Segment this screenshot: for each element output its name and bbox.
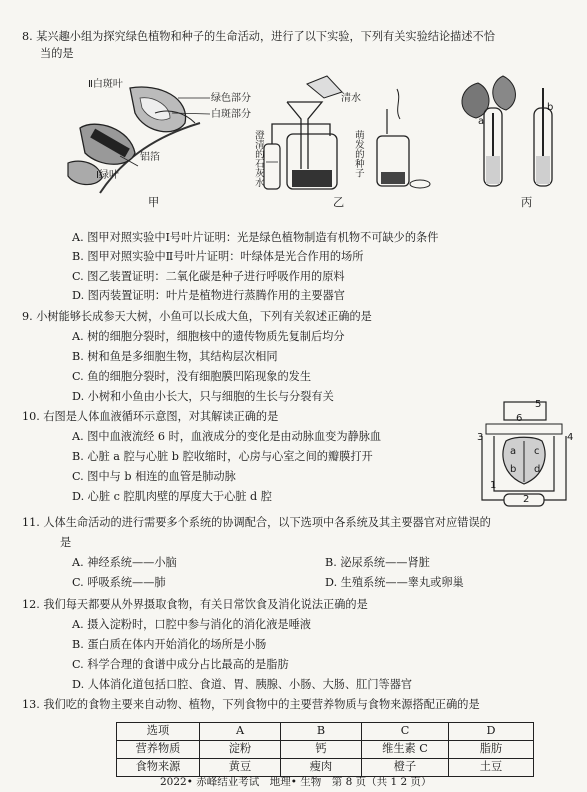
q10-option-a: A. 图中血液流经 6 时，血液成分的变化是由动脉血变为静脉血 bbox=[72, 430, 382, 443]
q11-stem-line1: 11. 人体生命活动的进行需要多个系统的协调配合，以下选项中各系统及其主要器官对应错误的 bbox=[22, 516, 491, 529]
fig-yi-caption: 乙 bbox=[333, 196, 345, 209]
fig-circ-d: d bbox=[534, 464, 541, 475]
table-cell: 食物来源 bbox=[117, 759, 200, 777]
table-cell: 淀粉 bbox=[200, 741, 281, 759]
table-row bbox=[117, 741, 534, 759]
page-footer: 2022• 赤峰结业考试 地理• 生物 第 8 页（共 1 2 页） bbox=[160, 776, 432, 788]
fig-circ-5: 5 bbox=[535, 399, 542, 410]
q10-option-c: C. 图中与 b 相连的血管是肺动脉 bbox=[72, 470, 236, 483]
q13-nutrition-table bbox=[116, 722, 534, 777]
fig-bing-caption: 丙 bbox=[521, 196, 533, 209]
fig-jia-label-foil: 铝箔 bbox=[140, 152, 160, 163]
q8-option-d: D. 图丙装置证明：叶片是植物进行蒸腾作用的主要器官 bbox=[72, 289, 345, 302]
fig-circ-b: b bbox=[510, 464, 517, 475]
fig-circ-2: 2 bbox=[523, 494, 530, 505]
fig-jia-caption: 甲 bbox=[148, 196, 160, 209]
q9-stem: 9. 小树能够长成参天大树，小鱼可以长成大鱼，下列有关叙述正确的是 bbox=[22, 310, 372, 323]
fig-jia-label-white: 白斑部分 bbox=[211, 109, 251, 120]
q9-option-b: B. 树和鱼是多细胞生物，其结构层次相同 bbox=[72, 350, 278, 363]
q8-stem-line2: 当的是 bbox=[40, 47, 74, 60]
fig-jia-label-i: Ⅰ绿叶 bbox=[96, 170, 119, 181]
fig-jia-label-ii: Ⅱ白斑叶 bbox=[88, 79, 123, 90]
table-cell: 钙 bbox=[281, 741, 362, 759]
fig-circ-c: c bbox=[534, 446, 540, 457]
q12-option-a: A. 摄入淀粉时，口腔中参与消化的消化液是唾液 bbox=[72, 618, 311, 631]
table-cell: 维生素 C bbox=[362, 741, 449, 759]
fig-yi-label-water: 清水 bbox=[341, 93, 361, 104]
table-cell: B bbox=[281, 723, 362, 741]
table-cell: 土豆 bbox=[449, 759, 534, 777]
table-cell: 脂肪 bbox=[449, 741, 534, 759]
table-cell: 黄豆 bbox=[200, 759, 281, 777]
fig-bing-label-b: b bbox=[547, 102, 554, 113]
q12-stem: 12. 我们每天都要从外界摄取食物，有关日常饮食及消化说法正确的是 bbox=[22, 598, 368, 611]
table-row bbox=[117, 759, 534, 777]
table-row-header bbox=[117, 723, 534, 741]
q8-option-c: C. 图乙装置证明：二氧化碳是种子进行呼吸作用的原料 bbox=[72, 270, 345, 283]
figure-yi-apparatus bbox=[252, 74, 432, 194]
q9-option-a: A. 树的细胞分裂时，细胞核中的遗传物质先复制后均分 bbox=[72, 330, 345, 343]
table-cell: A bbox=[200, 723, 281, 741]
table-cell: D bbox=[449, 723, 534, 741]
table-cell: 橙子 bbox=[362, 759, 449, 777]
q10-option-b: B. 心脏 a 腔与心脏 b 腔收缩时，心房与心室之间的瓣膜打开 bbox=[72, 450, 373, 463]
q10-option-d: D. 心脏 c 腔肌肉壁的厚度大于心脏 d 腔 bbox=[72, 490, 272, 503]
fig-circ-1: 1 bbox=[490, 480, 497, 491]
q9-option-d: D. 小树和小鱼由小长大，只与细胞的生长与分裂有关 bbox=[72, 390, 334, 403]
q11-option-b: B. 泌尿系统——肾脏 bbox=[325, 556, 430, 569]
q8-option-b: B. 图甲对照实验中Ⅱ号叶片证明：叶绿体是光合作用的场所 bbox=[72, 250, 364, 263]
table-cell: 瘦肉 bbox=[281, 759, 362, 777]
table-cell: C bbox=[362, 723, 449, 741]
fig-circ-3: 3 bbox=[477, 432, 484, 443]
q11-option-d: D. 生殖系统——睾丸或卵巢 bbox=[325, 576, 464, 589]
q13-stem: 13. 我们吃的食物主要来自动物、植物，下列食物中的主要营养物质与食物来源搭配正确的是 bbox=[22, 698, 480, 711]
q12-option-b: B. 蛋白质在体内开始消化的场所是小肠 bbox=[72, 638, 267, 651]
table-cell: 营养物质 bbox=[117, 741, 200, 759]
fig-jia-label-green: 绿色部分 bbox=[211, 93, 251, 104]
q10-stem: 10. 右图是人体血液循环示意图，对其解读正确的是 bbox=[22, 410, 279, 423]
q8-stem-line1: 8. 某兴趣小组为探究绿色植物和种子的生命活动，进行了以下实验，下列有关实验结论描述不恰 bbox=[22, 30, 495, 43]
table-cell: 选项 bbox=[117, 723, 200, 741]
fig-bing-label-a: a bbox=[478, 116, 485, 127]
fig-circ-4: 4 bbox=[567, 432, 574, 443]
q11-option-a: A. 神经系统——小脑 bbox=[72, 556, 177, 569]
q12-option-c: C. 科学合理的食谱中成分占比最高的是脂肪 bbox=[72, 658, 289, 671]
q8-option-a: A. 图甲对照实验中Ⅰ号叶片证明：光是绿色植物制造有机物不可缺少的条件 bbox=[72, 231, 439, 244]
q9-option-c: C. 鱼的细胞分裂时，没有细胞膜凹陷现象的发生 bbox=[72, 370, 312, 383]
fig-circ-6: 6 bbox=[516, 413, 523, 424]
q11-option-c: C. 呼吸系统——肺 bbox=[72, 576, 166, 589]
q11-stem-line2: 是 bbox=[60, 536, 72, 549]
figure-bing-branches bbox=[448, 68, 568, 193]
q12-option-d: D. 人体消化道包括口腔、食道、胃、胰腺、小肠、大肠、肛门等器官 bbox=[72, 678, 413, 691]
fig-yi-label-lime: 澄清的石灰水 bbox=[252, 130, 264, 187]
fig-circ-a: a bbox=[510, 446, 517, 457]
fig-yi-label-seeds: 萌发的种子 bbox=[352, 130, 364, 178]
